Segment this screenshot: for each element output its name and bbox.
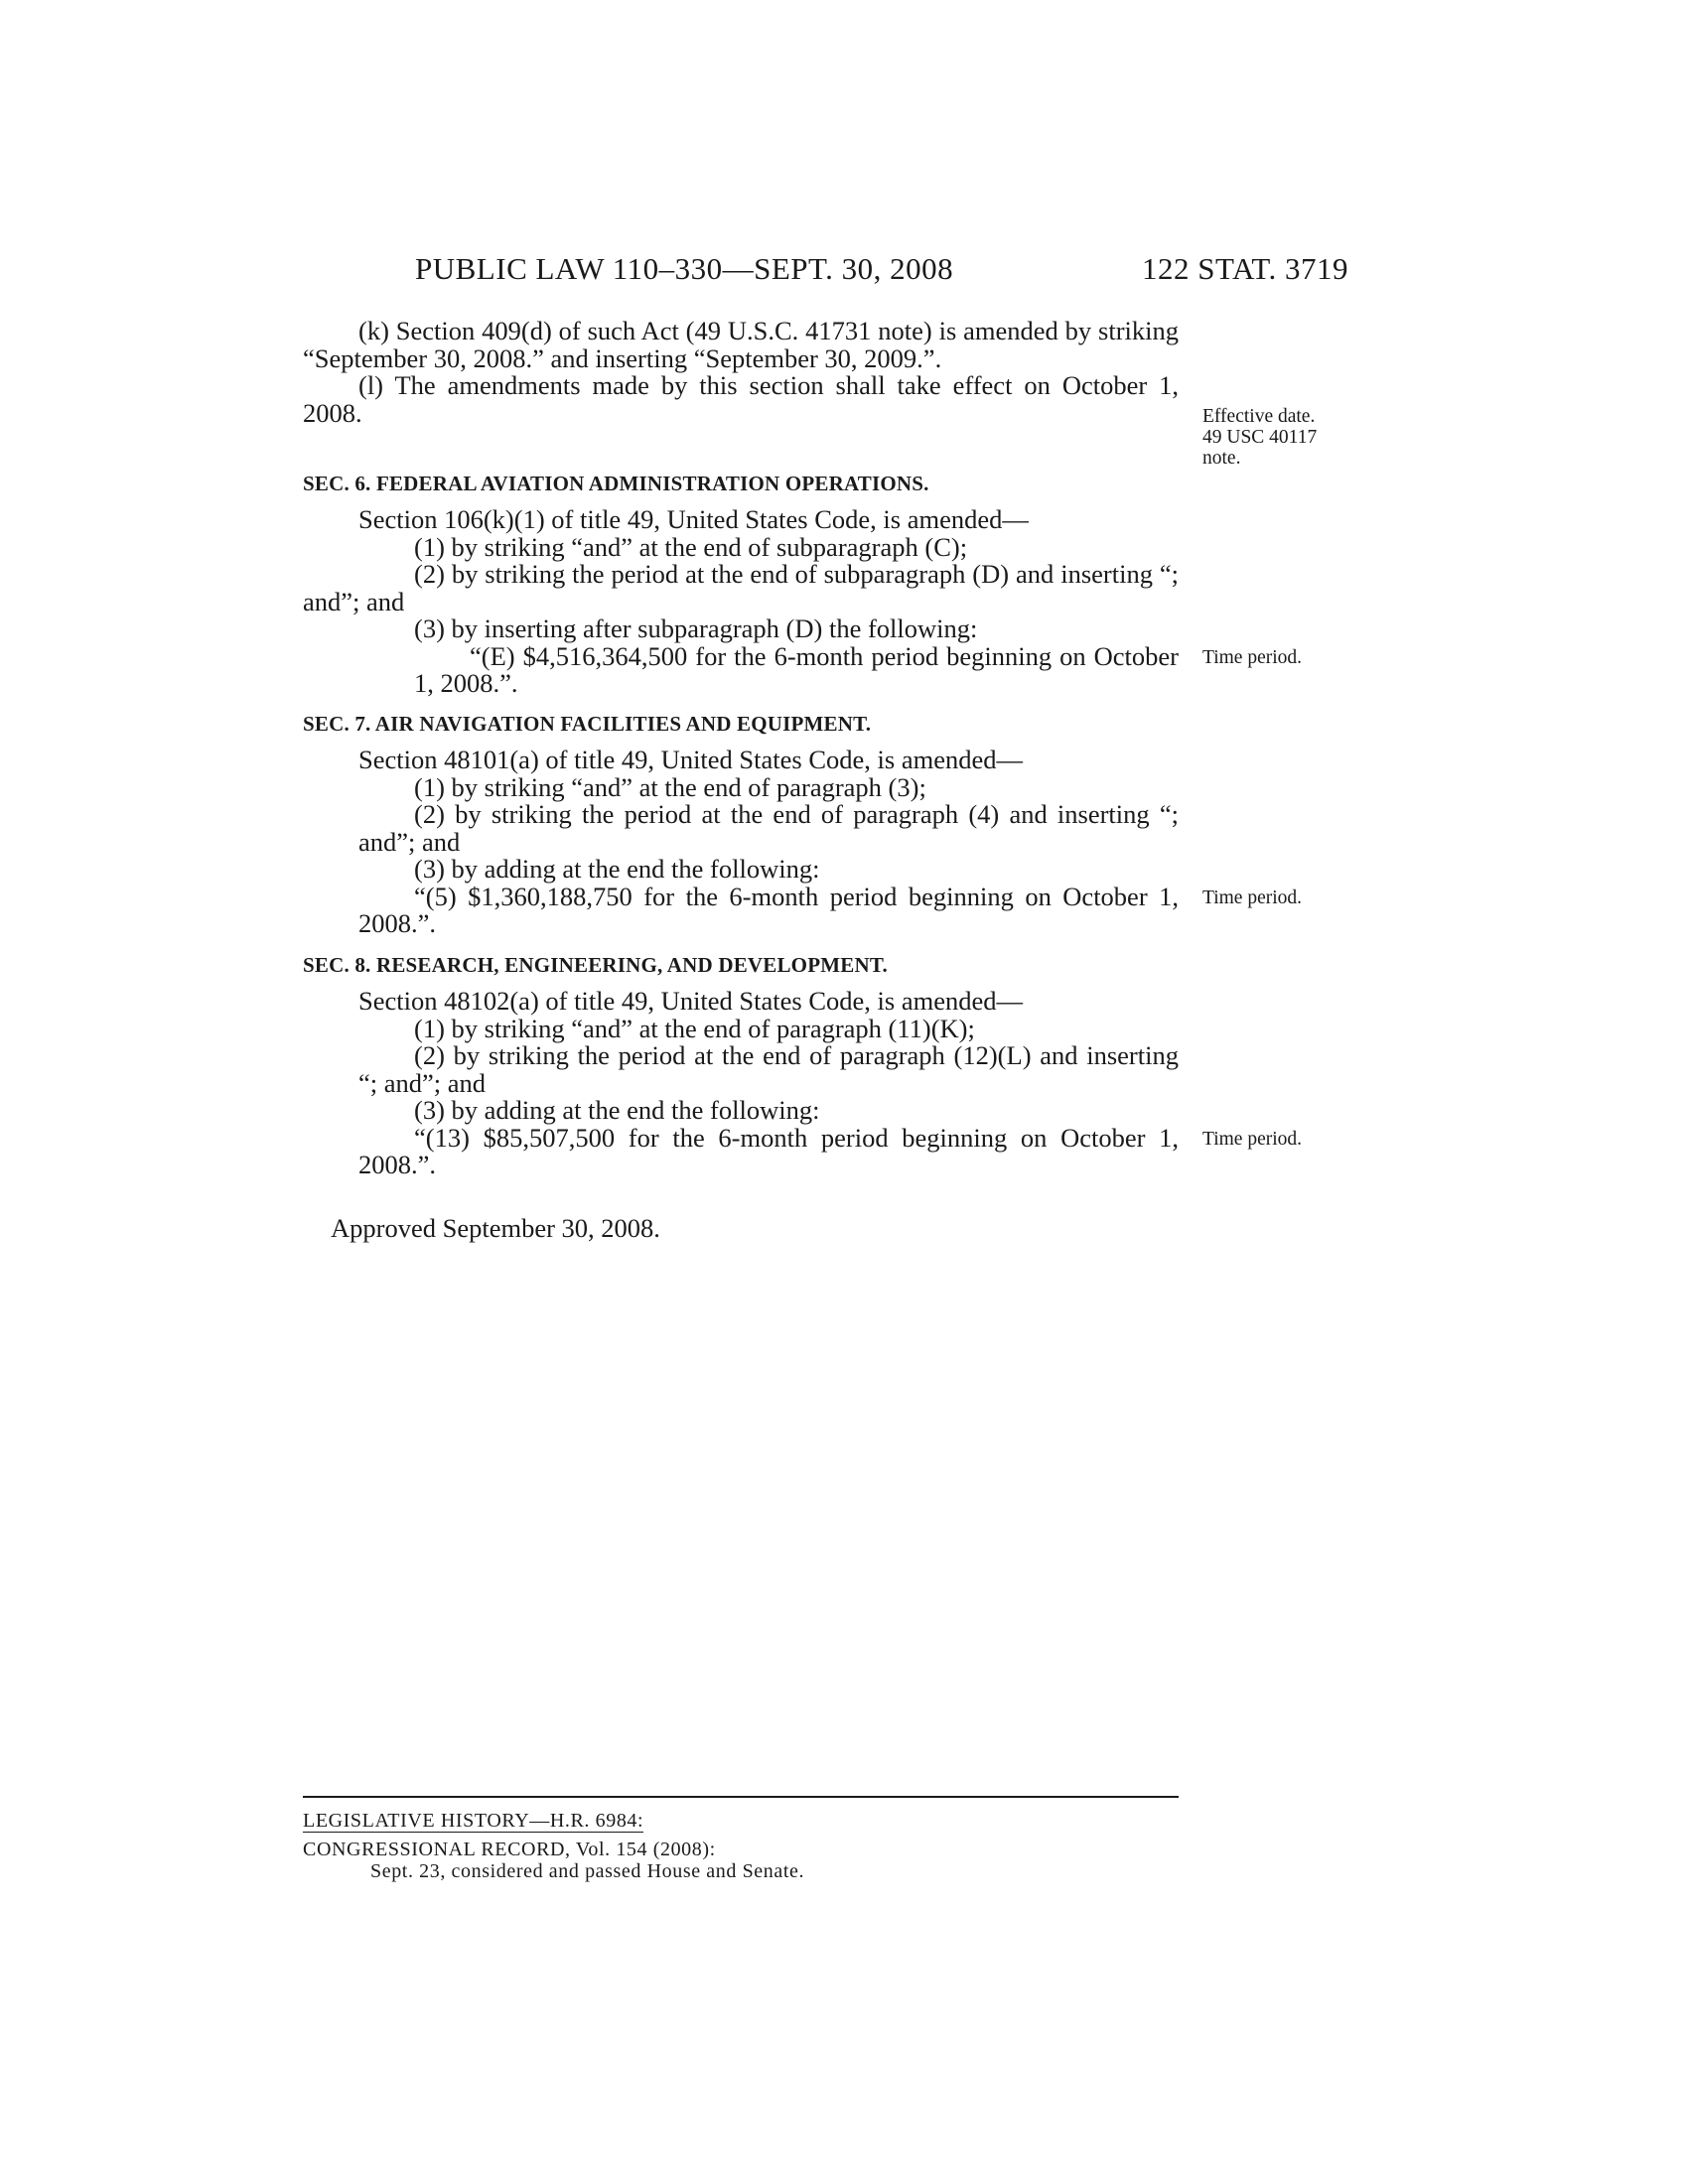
margin-note-note: note. — [1202, 448, 1241, 469]
margin-note-time-period-sec6: Time period. — [1202, 647, 1303, 668]
section-7-body — [303, 747, 1179, 938]
margin-note-time-period-sec7: Time period. — [1202, 887, 1303, 908]
footer-divider — [303, 1796, 1179, 1798]
legislative-history-heading — [303, 1810, 643, 1833]
section-6-item-2: (2) by striking the period at the end of subparagraph (D) and inserting “; and”; and — [303, 559, 1179, 616]
section-8-body — [303, 988, 1179, 1179]
section-8-intro: Section 48102(a) of title 49, United States Code, is amended— — [358, 986, 1023, 1016]
margin-note-usc: 49 USC 40117 — [1202, 427, 1318, 448]
section-8-item-3: (3) by adding at the end the following: — [414, 1095, 820, 1125]
running-head-law: PUBLIC LAW 110–330—SEPT. 30, 2008 — [415, 251, 954, 286]
section-7-intro: Section 48101(a) of title 49, United States Code, is amended— — [358, 745, 1023, 774]
section-6-heading: SEC. 6. FEDERAL AVIATION ADMINISTRATION OPERATIONS. — [303, 472, 929, 495]
paragraph-k: (k) Section 409(d) of such Act (49 U.S.C. 41731 note) is amended by striking “September 30, 2008.” and inserting “September 30, 2009.”. — [303, 316, 1179, 373]
section-7-heading: SEC. 7. AIR NAVIGATION FACILITIES AND EQUIPMENT. — [303, 712, 872, 736]
section-6-body — [303, 506, 1179, 698]
section-7-quoted-text: “(5) $1,360,188,750 for the 6-month period beginning on October 1, 2008.”. — [358, 881, 1179, 938]
section-6-quoted-text: “(E) $4,516,364,500 for the 6-month period beginning on October 1, 2008.”. — [414, 640, 1179, 698]
section-6-item-3: (3) by inserting after subparagraph (D) the following: — [414, 614, 978, 643]
section-8-item-1: (1) by striking “and” at the end of paragraph (11)(K); — [414, 1013, 975, 1043]
legislative-history-label: LEGISLATIVE HISTORY—H.R. 6984: — [303, 1810, 644, 1832]
margin-note-effective-date: Effective date. — [1202, 406, 1316, 427]
margin-note-time-period-sec8: Time period. — [1202, 1129, 1303, 1150]
congressional-record-line: CONGRESSIONAL RECORD, Vol. 154 (2008): — [303, 1839, 716, 1860]
section-6-item-1: (1) by striking “and” at the end of subparagraph (C); — [414, 531, 968, 562]
section-8-item-2: (2) by striking the period at the end of paragraph (12)(L) and inserting “; and”; and — [358, 1040, 1179, 1098]
section-7-item-3: (3) by adding at the end the following: — [414, 854, 820, 884]
paragraph-l: (l) The amendments made by this section shall take effect on October 1, 2008. — [303, 370, 1179, 428]
running-head-stat-page: 122 STAT. 3719 — [1142, 251, 1349, 286]
approval-date: Approved September 30, 2008. — [331, 1213, 660, 1243]
section-8-heading: SEC. 8. RESEARCH, ENGINEERING, AND DEVELOPMENT. — [303, 953, 888, 977]
section-7-item-1: (1) by striking “and” at the end of paragraph (3); — [414, 771, 926, 802]
amendment-block-kl — [303, 318, 1179, 427]
section-8-quoted-text: “(13) $85,507,500 for the 6-month period beginning on October 1, 2008.”. — [358, 1122, 1179, 1179]
section-7-item-2: (2) by striking the period at the end of paragraph (4) and inserting “; and”; and — [358, 799, 1179, 857]
congressional-action-line: Sept. 23, considered and passed House and Senate. — [370, 1860, 805, 1882]
section-6-intro: Section 106(k)(1) of title 49, United States Code, is amended— — [358, 504, 1029, 534]
